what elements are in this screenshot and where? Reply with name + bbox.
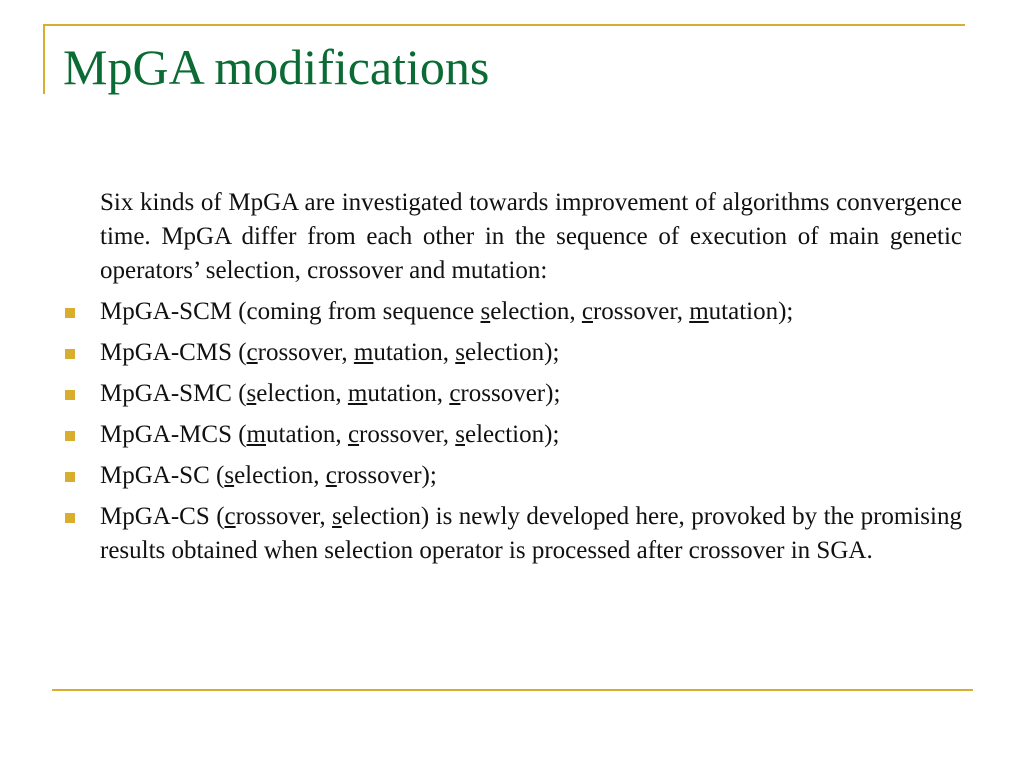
underlined-initial: m [689,298,709,325]
bullet-text-segment: MpGA-CMS ( [100,339,247,366]
underlined-initial: s [332,503,342,530]
bullet-item [100,500,962,568]
underlined-initial: c [325,462,337,489]
slide-title: MpGA modifications [63,39,490,95]
square-bullet-icon [65,349,75,359]
bullet-text-segment: rossover, [235,503,333,530]
bullet-text-segment: rossover, [359,421,456,448]
bullet-text-segment: election); [465,339,560,366]
underlined-initial: c [581,298,593,325]
bullet-text-segment: election); [465,421,560,448]
underlined-initial: s [455,339,465,366]
square-bullet-icon [65,308,75,318]
underlined-initial: s [224,462,235,489]
bullet-text-segment: rossover); [336,462,437,489]
bullet-item [100,459,962,493]
bullet-text-segment: MpGA-SC ( [100,462,225,489]
bullet-text [100,421,559,448]
bullet-text-segment: election, [256,380,348,407]
underlined-initial: c [224,503,236,530]
bullet-text-segment: MpGA-MCS ( [100,421,247,448]
square-bullet-icon [65,513,75,523]
bottom-rule [52,689,973,691]
bullet-text [100,339,559,366]
underlined-initial: c [449,380,461,407]
underlined-initial: s [246,380,257,407]
bullet-text-segment: MpGA-SCM (coming from sequence [100,298,481,325]
top-rule [43,24,965,26]
bullet-item [100,336,962,370]
slide-body [100,186,962,575]
intro-paragraph: Six kinds of MpGA are investigated towards improvement of algorithms convergence time. MpGA differ from each other in the sequence of execution of main genetic operators’ selection, crossover and mutation: [100,189,962,284]
bullet-text-segment: MpGA-CS ( [100,503,225,530]
bullet-item [100,295,962,329]
bullet-text [100,380,560,407]
bullet-text-segment: utation, [266,421,348,448]
bullet-text-segment: utation, [373,339,456,366]
square-bullet-icon [65,472,75,482]
underlined-initial: s [480,298,491,325]
square-bullet-icon [65,431,75,441]
bullet-text-segment: rossover, [257,339,354,366]
bullet-text-segment: utation, [367,380,450,407]
bullet-text [100,503,962,564]
bullet-text-segment: rossover, [592,298,690,325]
left-rule [43,24,45,94]
bullet-text-segment: election, [234,462,326,489]
bullet-text [100,462,437,489]
bullet-text-segment: election) is newly developed here, provoked by the promising results obtained when selection operator is processed after crossover in SGA. [100,503,962,564]
underlined-initial: s [455,421,465,448]
bullet-text-segment: MpGA-SMC ( [100,380,247,407]
underlined-initial: c [347,421,360,448]
bullet-text-segment: rossover); [460,380,561,407]
bullet-item [100,377,962,411]
bullet-item [100,418,962,452]
bullet-text-segment: utation); [708,298,794,325]
underlined-initial: m [347,380,368,407]
bullet-list [100,295,962,568]
bullet-text [100,298,793,325]
underlined-initial: c [246,339,258,366]
bullet-text-segment: election, [490,298,582,325]
underlined-initial: m [246,421,266,448]
underlined-initial: m [353,339,374,366]
square-bullet-icon [65,390,75,400]
